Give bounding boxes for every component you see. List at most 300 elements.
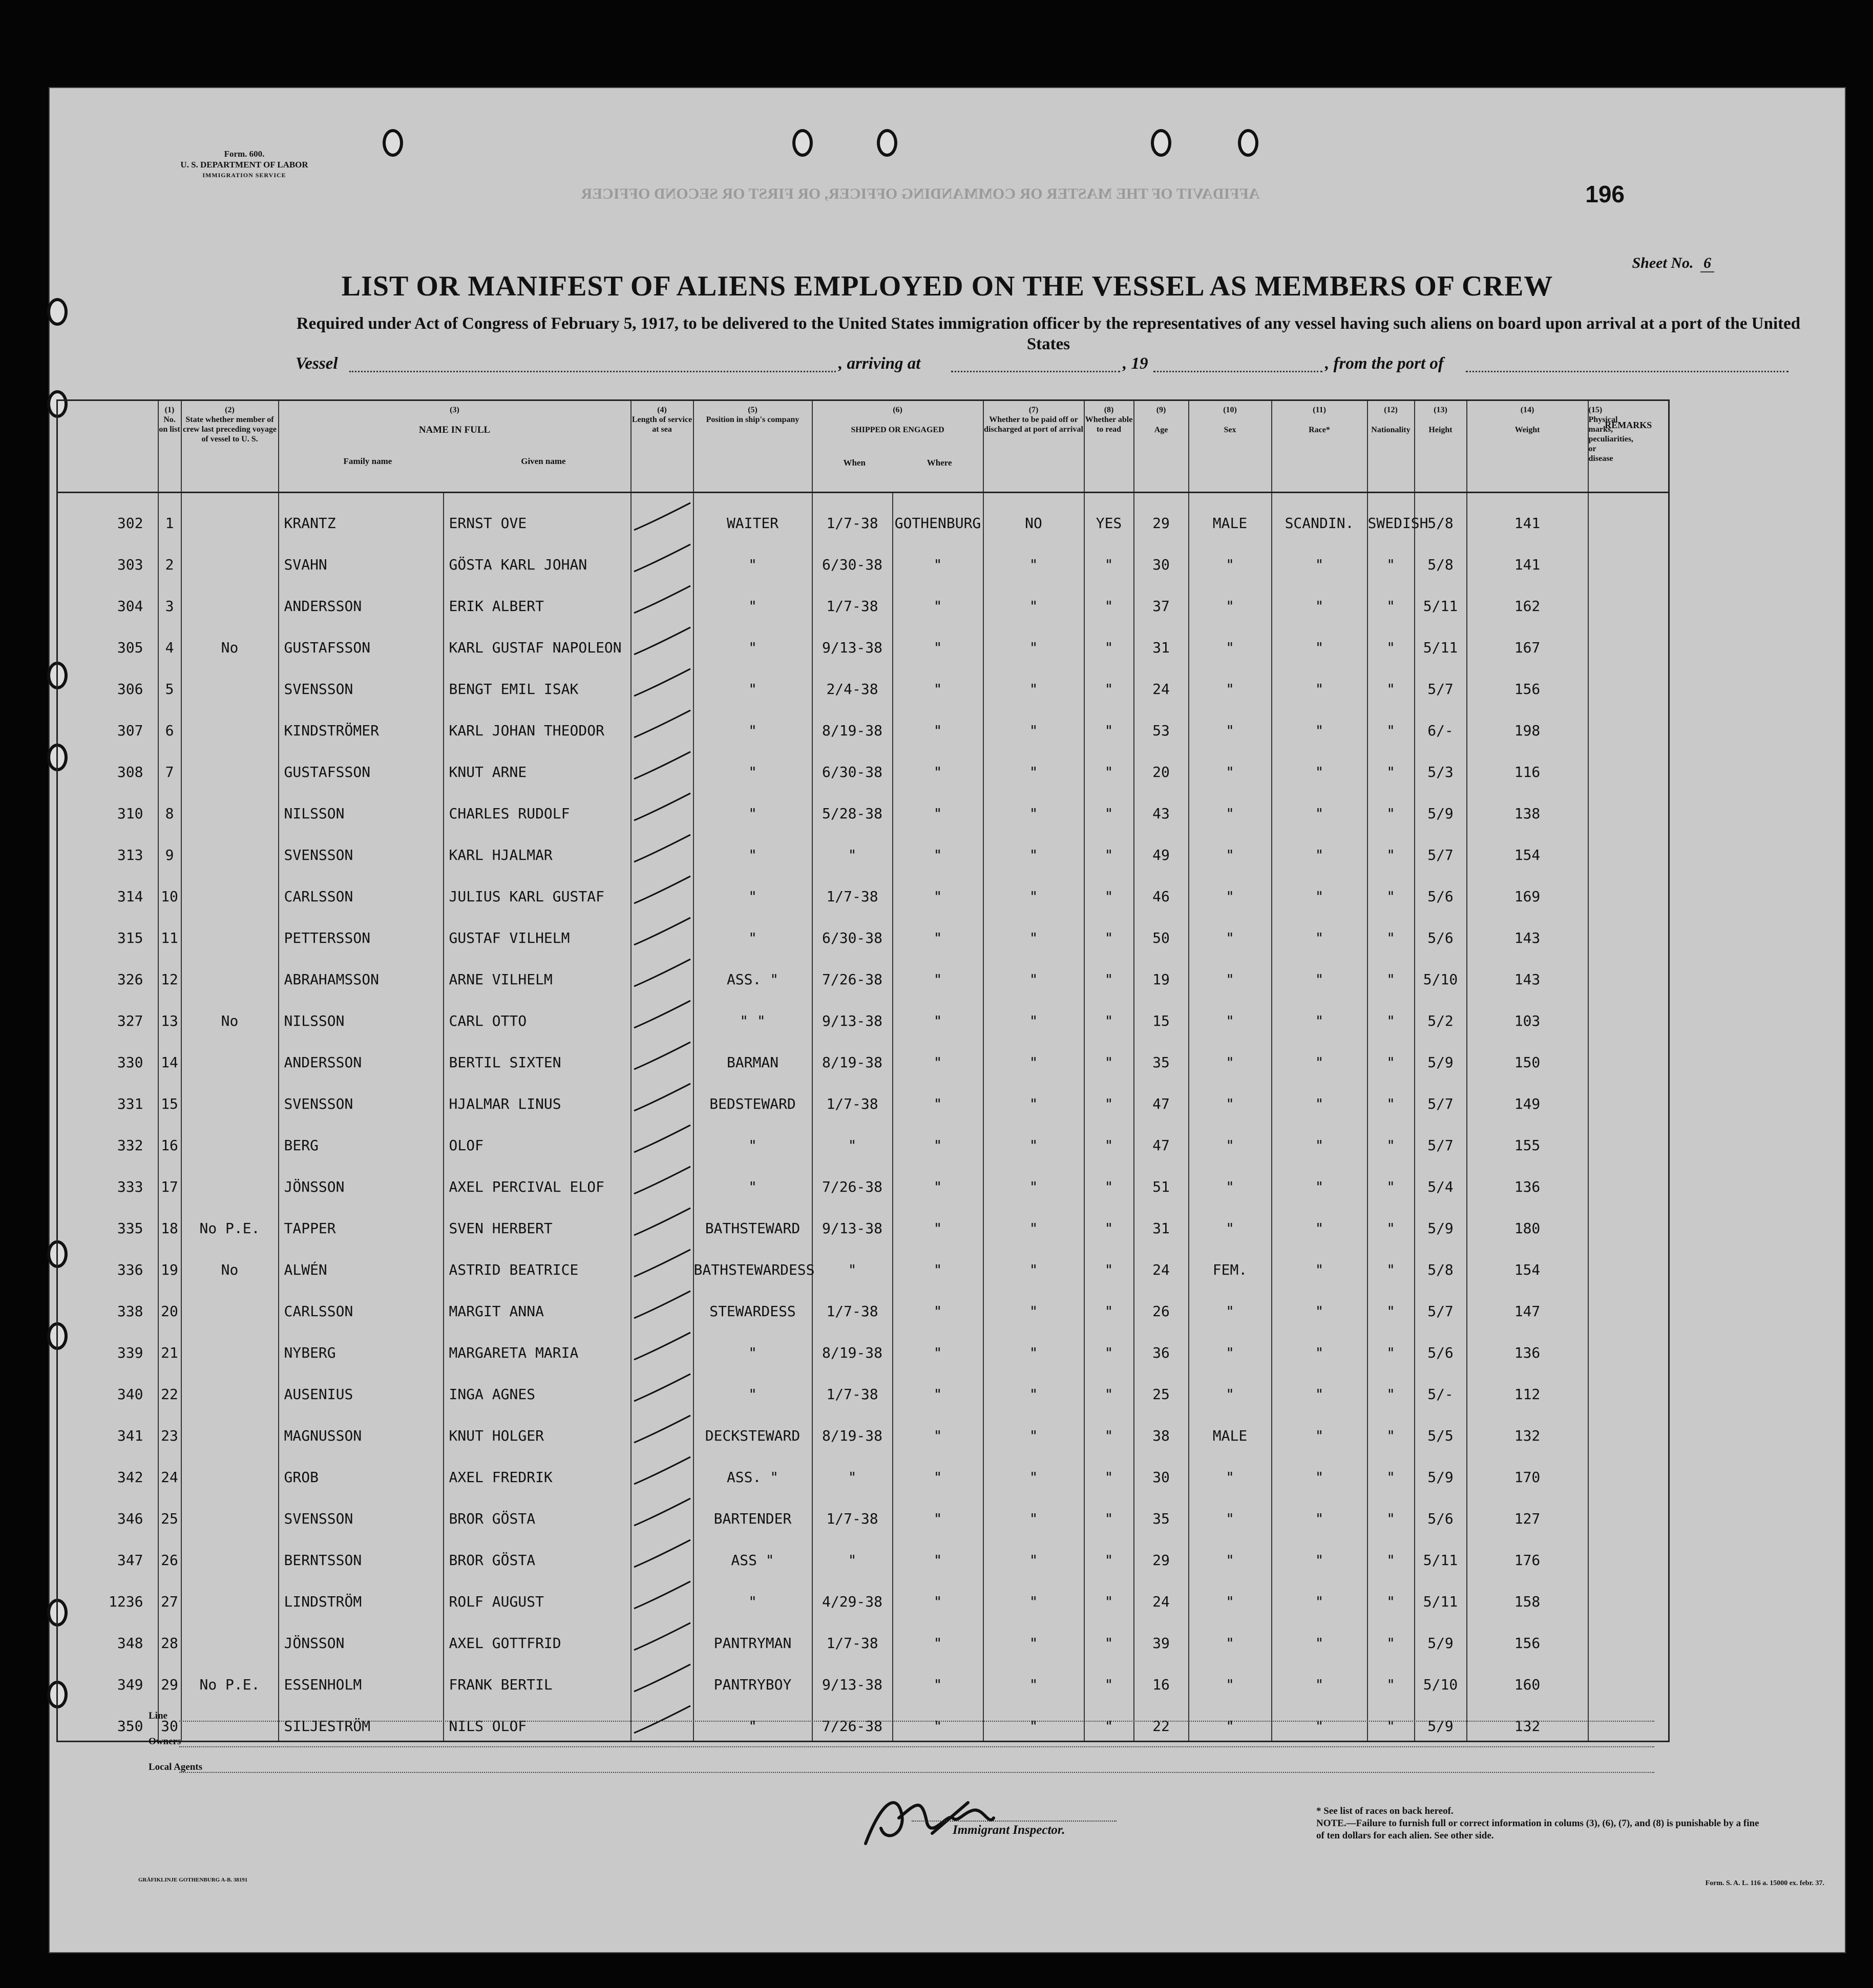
able-to-read-cell: " xyxy=(1084,576,1134,618)
line-number-cell: 342 xyxy=(57,1447,158,1489)
list-number-cell: 28 xyxy=(158,1613,181,1655)
able-to-read-cell: " xyxy=(1084,535,1134,576)
nationality-cell: " xyxy=(1367,1447,1415,1489)
given-name-cell: KARL HJALMAR xyxy=(444,825,631,866)
shipped-when-cell: 8/19-38 xyxy=(812,1406,893,1447)
position-cell: BEDSTEWARD xyxy=(693,1074,812,1115)
nationality-cell: " xyxy=(1367,1281,1415,1323)
age-cell: 26 xyxy=(1134,1281,1189,1323)
paid-off-cell: " xyxy=(983,1364,1084,1406)
nationality-cell: " xyxy=(1367,1240,1415,1281)
service-tick-mark xyxy=(632,1456,693,1487)
service-tick-mark xyxy=(632,1249,693,1279)
height-cell: 5/7 xyxy=(1415,659,1467,701)
family-name-cell: PETTERSSON xyxy=(279,908,444,949)
punch-hole xyxy=(792,129,813,157)
age-cell: 24 xyxy=(1134,1572,1189,1613)
shipped-where-cell: " xyxy=(893,1281,983,1323)
list-number-cell: 2 xyxy=(158,535,181,576)
height-cell: 5/10 xyxy=(1415,949,1467,991)
service-length-cell xyxy=(631,1613,693,1655)
given-name-cell: ERIK ALBERT xyxy=(444,576,631,618)
shipped-where-cell: " xyxy=(893,1406,983,1447)
family-name-cell: BERNTSSON xyxy=(279,1530,444,1572)
height-cell: 5/11 xyxy=(1415,618,1467,659)
shipped-where-cell: GOTHENBURG xyxy=(893,493,983,535)
service-length-cell xyxy=(631,1447,693,1489)
weight-cell: 162 xyxy=(1467,576,1588,618)
shipped-where-cell: " xyxy=(893,535,983,576)
able-to-read-cell: " xyxy=(1084,1115,1134,1157)
line-number-cell: 307 xyxy=(57,701,158,742)
paid-off-cell: " xyxy=(983,1530,1084,1572)
date-field xyxy=(1153,371,1322,372)
weight-cell: 149 xyxy=(1467,1074,1588,1115)
line-number-cell: 336 xyxy=(57,1240,158,1281)
service-tick-mark xyxy=(632,543,693,574)
line-number-cell: 305 xyxy=(57,618,158,659)
col-read-header: (8) Whether able to read xyxy=(1084,400,1134,493)
list-number-cell: 12 xyxy=(158,949,181,991)
sheet-value: 6 xyxy=(1700,255,1714,272)
given-name-cell: FRANK BERTIL xyxy=(444,1655,631,1696)
height-cell: 5/9 xyxy=(1415,784,1467,825)
position-cell: " xyxy=(693,825,812,866)
previous-voyage-cell xyxy=(181,1074,279,1115)
previous-voyage-cell xyxy=(181,1489,279,1530)
able-to-read-cell: " xyxy=(1084,701,1134,742)
position-cell: ASS. " xyxy=(693,1447,812,1489)
sex-cell: " xyxy=(1189,1281,1272,1323)
list-number-cell: 1 xyxy=(158,493,181,535)
punch-hole xyxy=(1238,129,1258,157)
race-cell: " xyxy=(1272,1489,1367,1530)
weight-cell: 112 xyxy=(1467,1364,1588,1406)
paid-off-cell: " xyxy=(983,825,1084,866)
sex-cell: " xyxy=(1189,1613,1272,1655)
paid-off-cell: " xyxy=(983,1157,1084,1198)
age-cell: 38 xyxy=(1134,1406,1189,1447)
height-cell: 5/8 xyxy=(1415,1240,1467,1281)
page-title: LIST OR MANIFEST OF ALIENS EMPLOYED ON THE VESSEL AS MEMBERS OF CREW xyxy=(341,270,1553,302)
age-cell: 25 xyxy=(1134,1364,1189,1406)
position-cell: " xyxy=(693,1323,812,1364)
service-tick-mark xyxy=(632,1000,693,1030)
position-cell: " xyxy=(693,1696,812,1738)
table-row xyxy=(57,1281,1669,1323)
position-cell: ASS. " xyxy=(693,949,812,991)
table-row xyxy=(57,618,1669,659)
paid-off-cell: " xyxy=(983,1572,1084,1613)
sex-cell: " xyxy=(1189,618,1272,659)
list-number-cell: 8 xyxy=(158,784,181,825)
able-to-read-cell: " xyxy=(1084,1447,1134,1489)
age-cell: 29 xyxy=(1134,493,1189,535)
shipped-where-cell: " xyxy=(893,742,983,784)
able-to-read-cell: " xyxy=(1084,1364,1134,1406)
col-sex-header: (10) Sex xyxy=(1189,400,1272,493)
col-remarks-header: REMARKS xyxy=(1588,400,1669,493)
nationality-cell: " xyxy=(1367,908,1415,949)
races-note: * See list of races on back hereof. xyxy=(1316,1806,1454,1816)
list-number-cell: 22 xyxy=(158,1364,181,1406)
line-number-cell: 330 xyxy=(57,1032,158,1074)
list-number-cell: 25 xyxy=(158,1489,181,1530)
height-cell: 5/6 xyxy=(1415,866,1467,908)
family-name-cell: AUSENIUS xyxy=(279,1364,444,1406)
weight-cell: 170 xyxy=(1467,1447,1588,1489)
sex-cell: " xyxy=(1189,1074,1272,1115)
age-cell: 15 xyxy=(1134,991,1189,1032)
sex-cell: " xyxy=(1189,866,1272,908)
table-row xyxy=(57,535,1669,576)
service-tick-mark xyxy=(632,1705,693,1736)
footnotes xyxy=(1316,1805,1767,1842)
col-name-header: (3) NAME IN FULL Family name Given name xyxy=(279,400,631,493)
service-length-cell xyxy=(631,1115,693,1157)
empty-cell xyxy=(1084,1738,1134,1742)
list-number-cell: 20 xyxy=(158,1281,181,1323)
shipped-when-cell: 7/26-38 xyxy=(812,1696,893,1738)
height-cell: 5/11 xyxy=(1415,1572,1467,1613)
paid-off-cell: " xyxy=(983,1240,1084,1281)
service-tick-mark xyxy=(632,1373,693,1404)
height-cell: 5/11 xyxy=(1415,576,1467,618)
position-cell: " xyxy=(693,784,812,825)
nationality-cell: " xyxy=(1367,949,1415,991)
shipped-when-cell: 9/13-38 xyxy=(812,1655,893,1696)
nationality-cell: " xyxy=(1367,701,1415,742)
shipped-where-cell: " xyxy=(893,1696,983,1738)
position-cell: " xyxy=(693,1115,812,1157)
height-cell: 6/- xyxy=(1415,701,1467,742)
table-row xyxy=(57,1323,1669,1364)
given-name-cell: GÖSTA KARL JOHAN xyxy=(444,535,631,576)
shipped-when-cell: 9/13-38 xyxy=(812,1198,893,1240)
shipped-when-cell: 8/19-38 xyxy=(812,1032,893,1074)
line-number-cell: 335 xyxy=(57,1198,158,1240)
sheet-number xyxy=(1629,255,1715,272)
family-name-cell: NYBERG xyxy=(279,1323,444,1364)
shipped-when-cell: 6/30-38 xyxy=(812,742,893,784)
able-to-read-cell: " xyxy=(1084,1323,1134,1364)
list-number-cell: 29 xyxy=(158,1655,181,1696)
list-number-cell: 11 xyxy=(158,908,181,949)
service-length-cell xyxy=(631,701,693,742)
service-length-cell xyxy=(631,1489,693,1530)
height-cell: 5/5 xyxy=(1415,1406,1467,1447)
shipped-when-cell: 1/7-38 xyxy=(812,1489,893,1530)
able-to-read-cell: " xyxy=(1084,1572,1134,1613)
list-number-cell: 3 xyxy=(158,576,181,618)
service-tick-mark xyxy=(632,834,693,864)
table-row xyxy=(57,493,1669,535)
line-number-header xyxy=(57,400,158,493)
list-number-cell: 17 xyxy=(158,1157,181,1198)
owners-field xyxy=(179,1746,1654,1747)
family-name-cell: KINDSTRÖMER xyxy=(279,701,444,742)
weight-cell: 143 xyxy=(1467,949,1588,991)
position-cell: BATHSTEWARD xyxy=(693,1198,812,1240)
given-name-cell: GUSTAF VILHELM xyxy=(444,908,631,949)
shipped-where-cell: " xyxy=(893,1240,983,1281)
port-field xyxy=(1466,371,1788,372)
table-row xyxy=(57,1696,1669,1738)
height-cell: 5/8 xyxy=(1415,535,1467,576)
list-number-cell: 7 xyxy=(158,742,181,784)
table-row xyxy=(57,1613,1669,1655)
shipped-when-cell: " xyxy=(812,1115,893,1157)
service-length-cell xyxy=(631,1530,693,1572)
race-cell: " xyxy=(1272,1406,1367,1447)
paid-off-cell: " xyxy=(983,1032,1084,1074)
shipped-where-cell: " xyxy=(893,949,983,991)
sex-cell: " xyxy=(1189,784,1272,825)
height-cell: 5/10 xyxy=(1415,1655,1467,1696)
shipped-when-cell: 1/7-38 xyxy=(812,576,893,618)
height-cell: 5/9 xyxy=(1415,1447,1467,1489)
sex-cell: " xyxy=(1189,1489,1272,1530)
form-footer-ref: Form. S. A. L. 116 a. 15000 ex. febr. 37. xyxy=(1705,1879,1824,1887)
printer-mark: GRÄFIKLINJE GOTHENBURG A-B. 38191 xyxy=(138,1877,248,1883)
shipped-when-cell: " xyxy=(812,825,893,866)
col-nationality-header: (12) Nationality xyxy=(1367,400,1415,493)
service-tick-mark xyxy=(632,751,693,781)
shipped-when-cell: " xyxy=(812,1240,893,1281)
shipped-when-cell: 1/7-38 xyxy=(812,1074,893,1115)
given-name-cell: HJALMAR LINUS xyxy=(444,1074,631,1115)
list-number-cell: 26 xyxy=(158,1530,181,1572)
able-to-read-cell: " xyxy=(1084,1406,1134,1447)
shipped-where-cell: " xyxy=(893,784,983,825)
race-cell: " xyxy=(1272,991,1367,1032)
nationality-cell: " xyxy=(1367,1406,1415,1447)
sex-cell: MALE xyxy=(1189,1406,1272,1447)
empty-cell xyxy=(1367,1738,1415,1742)
service-length-cell xyxy=(631,1157,693,1198)
position-cell: " xyxy=(693,908,812,949)
list-number-cell: 13 xyxy=(158,991,181,1032)
previous-voyage-cell xyxy=(181,1323,279,1364)
able-to-read-cell: " xyxy=(1084,1281,1134,1323)
able-to-read-cell: " xyxy=(1084,1157,1134,1198)
family-name-cell: JÖNSSON xyxy=(279,1613,444,1655)
punch-hole xyxy=(1151,129,1171,157)
height-cell: 5/6 xyxy=(1415,1489,1467,1530)
shipped-when-cell: 1/7-38 xyxy=(812,1364,893,1406)
sex-cell: " xyxy=(1189,742,1272,784)
nationality-cell: " xyxy=(1367,1364,1415,1406)
line-field xyxy=(179,1721,1654,1722)
paid-off-cell: " xyxy=(983,784,1084,825)
given-name-cell: KARL GUSTAF NAPOLEON xyxy=(444,618,631,659)
col-race-header: (11) Race* xyxy=(1272,400,1367,493)
paid-off-cell: " xyxy=(983,1198,1084,1240)
height-cell: 5/7 xyxy=(1415,1115,1467,1157)
family-name-cell: JÖNSSON xyxy=(279,1157,444,1198)
service-length-cell xyxy=(631,1074,693,1115)
position-cell: " xyxy=(693,701,812,742)
race-cell: " xyxy=(1272,1281,1367,1323)
height-cell: 5/8 xyxy=(1415,493,1467,535)
shipped-when-cell: 4/29-38 xyxy=(812,1572,893,1613)
given-name-cell: BENGT EMIL ISAK xyxy=(444,659,631,701)
able-to-read-cell: " xyxy=(1084,784,1134,825)
age-cell: 47 xyxy=(1134,1115,1189,1157)
service-length-cell xyxy=(631,1323,693,1364)
list-number-cell: 16 xyxy=(158,1115,181,1157)
previous-voyage-cell: No P.E. xyxy=(181,1198,279,1240)
service-tick-mark xyxy=(632,1539,693,1570)
punch-hole xyxy=(383,129,403,157)
col-height-header: (13) Height xyxy=(1415,400,1467,493)
given-name-cell: CHARLES RUDOLF xyxy=(444,784,631,825)
family-name-cell: SVAHN xyxy=(279,535,444,576)
family-name-cell: ESSENHOLM xyxy=(279,1655,444,1696)
service-tick-mark xyxy=(632,1290,693,1321)
table-row xyxy=(57,908,1669,949)
race-cell: " xyxy=(1272,535,1367,576)
position-cell: " xyxy=(693,535,812,576)
line-number-cell: 349 xyxy=(57,1655,158,1696)
sex-cell: " xyxy=(1189,1157,1272,1198)
table-row xyxy=(57,1115,1669,1157)
list-number-cell: 5 xyxy=(158,659,181,701)
given-name-cell: JULIUS KARL GUSTAF xyxy=(444,866,631,908)
line-number-cell: 331 xyxy=(57,1074,158,1115)
nationality-cell: " xyxy=(1367,1655,1415,1696)
given-name-cell: AXEL FREDRIK xyxy=(444,1447,631,1489)
list-number-cell: 19 xyxy=(158,1240,181,1281)
paid-off-cell: " xyxy=(983,576,1084,618)
weight-cell: 167 xyxy=(1467,618,1588,659)
line-number-cell: 302 xyxy=(57,493,158,535)
empty-cell xyxy=(279,1738,444,1742)
port-label: , from the port of xyxy=(1325,354,1444,373)
paid-off-cell: " xyxy=(983,618,1084,659)
able-to-read-cell: " xyxy=(1084,1240,1134,1281)
able-to-read-cell: " xyxy=(1084,1613,1134,1655)
sex-cell: " xyxy=(1189,825,1272,866)
race-cell: " xyxy=(1272,701,1367,742)
shipped-where-cell: " xyxy=(893,1157,983,1198)
empty-cell xyxy=(57,1738,158,1742)
shipped-where-cell: " xyxy=(893,1447,983,1489)
race-cell: " xyxy=(1272,825,1367,866)
page-number: 196 xyxy=(1585,181,1625,207)
shipped-where-cell: " xyxy=(893,659,983,701)
sex-cell: " xyxy=(1189,908,1272,949)
position-cell: BARTENDER xyxy=(693,1489,812,1530)
given-name-cell: OLOF xyxy=(444,1115,631,1157)
previous-voyage-cell xyxy=(181,1115,279,1157)
empty-cell xyxy=(631,1738,693,1742)
previous-voyage-cell: No xyxy=(181,1240,279,1281)
weight-cell: 141 xyxy=(1467,493,1588,535)
paid-off-cell: " xyxy=(983,1281,1084,1323)
age-cell: 16 xyxy=(1134,1655,1189,1696)
line-number-cell: 314 xyxy=(57,866,158,908)
previous-voyage-cell xyxy=(181,535,279,576)
race-cell: " xyxy=(1272,576,1367,618)
family-name-cell: GUSTAFSSON xyxy=(279,742,444,784)
given-name-cell: KNUT HOLGER xyxy=(444,1406,631,1447)
line-number-cell: 310 xyxy=(57,784,158,825)
family-name-cell: SVENSSON xyxy=(279,659,444,701)
family-name-cell: GUSTAFSSON xyxy=(279,618,444,659)
family-name-cell: KRANTZ xyxy=(279,493,444,535)
race-cell: " xyxy=(1272,1696,1367,1738)
nationality-cell: " xyxy=(1367,1613,1415,1655)
previous-voyage-cell: No xyxy=(181,618,279,659)
fine-note: NOTE.—Failure to furnish full or correct information in colums (3), (6), (7), and (8) is punishable by a fine of ten dollars for each alien. See other side. xyxy=(1316,1818,1759,1841)
given-name-cell: BROR GÖSTA xyxy=(444,1489,631,1530)
list-number-cell: 9 xyxy=(158,825,181,866)
family-name-cell: LINDSTRÖM xyxy=(279,1572,444,1613)
height-cell: 5/7 xyxy=(1415,1281,1467,1323)
race-cell: " xyxy=(1272,908,1367,949)
weight-cell: 158 xyxy=(1467,1572,1588,1613)
shipped-when-cell: 5/28-38 xyxy=(812,784,893,825)
line-number-cell: 327 xyxy=(57,991,158,1032)
vessel-field xyxy=(349,371,836,372)
able-to-read-cell: " xyxy=(1084,825,1134,866)
col-paid-off-header: (7) Whether to be paid off or discharged at port of arrival xyxy=(983,400,1084,493)
paid-off-cell: " xyxy=(983,991,1084,1032)
nationality-cell: " xyxy=(1367,1530,1415,1572)
table-row xyxy=(57,949,1669,991)
punch-hole xyxy=(877,129,897,157)
arriving-field xyxy=(951,371,1120,372)
paid-off-cell: " xyxy=(983,1447,1084,1489)
given-name-cell: ERNST OVE xyxy=(444,493,631,535)
empty-cell xyxy=(1415,1738,1467,1742)
agents-field xyxy=(179,1772,1654,1773)
line-label: Line xyxy=(149,1710,167,1721)
previous-voyage-cell: No xyxy=(181,991,279,1032)
list-number-cell: 14 xyxy=(158,1032,181,1074)
table-filler-row xyxy=(57,1738,1669,1742)
paid-off-cell: " xyxy=(983,1696,1084,1738)
shipped-when-cell: 1/7-38 xyxy=(812,1613,893,1655)
able-to-read-cell: " xyxy=(1084,1032,1134,1074)
able-to-read-cell: " xyxy=(1084,1530,1134,1572)
table-row xyxy=(57,1572,1669,1613)
line-number-cell: 339 xyxy=(57,1323,158,1364)
race-cell: " xyxy=(1272,659,1367,701)
height-cell: 5/- xyxy=(1415,1364,1467,1406)
owners-label: Owners xyxy=(149,1736,181,1747)
line-number-cell: 338 xyxy=(57,1281,158,1323)
given-name-cell: ASTRID BEATRICE xyxy=(444,1240,631,1281)
sex-cell: " xyxy=(1189,1572,1272,1613)
shipped-where-cell: " xyxy=(893,1655,983,1696)
shipped-when-cell: 7/26-38 xyxy=(812,949,893,991)
able-to-read-cell: " xyxy=(1084,908,1134,949)
race-cell: " xyxy=(1272,1074,1367,1115)
sex-cell: " xyxy=(1189,1198,1272,1240)
given-name-cell: INGA AGNES xyxy=(444,1364,631,1406)
nationality-cell: " xyxy=(1367,742,1415,784)
col-age-header: (9) Age xyxy=(1134,400,1189,493)
race-cell: " xyxy=(1272,1447,1367,1489)
family-name-cell: BERG xyxy=(279,1115,444,1157)
paid-off-cell: " xyxy=(983,908,1084,949)
table-row xyxy=(57,1406,1669,1447)
sex-cell: " xyxy=(1189,991,1272,1032)
service-length-cell xyxy=(631,1240,693,1281)
position-cell: " " xyxy=(693,991,812,1032)
